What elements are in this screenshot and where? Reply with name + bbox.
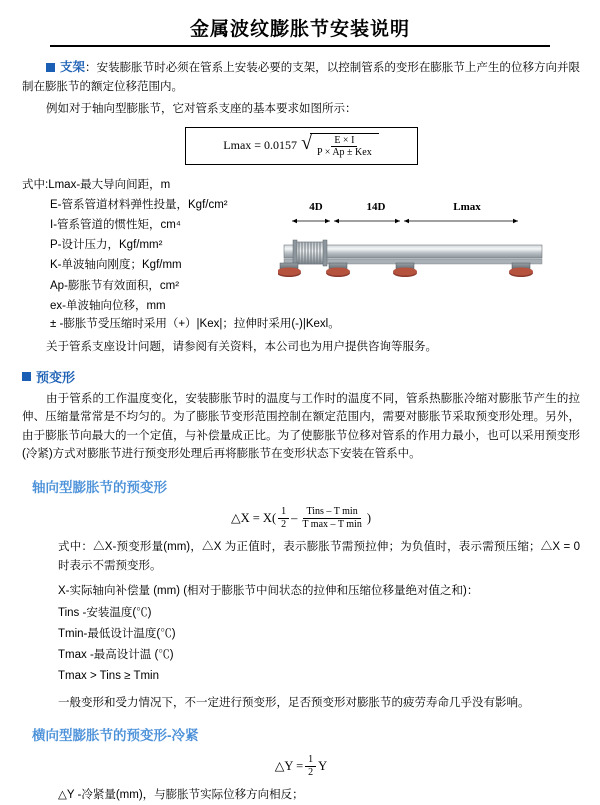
diagram-label-14d: 14D [366, 200, 386, 213]
legend-item: E-管系管道材料弹性投量，Kgf/cm² [50, 199, 228, 211]
piping-diagram [278, 201, 580, 298]
formula-legend-last [22, 314, 580, 334]
formula-lmax-numerator: E × I [331, 135, 357, 148]
axial-predeform-explain: 式中：△X-预变形量(mm)，△X 为正值时，表示膨胀节需预拉伸；为负值时，表示需预压缩；△X = 0时表示不需预变形。 [58, 541, 580, 572]
axial-item: Tmax -最高设计温 (℃) [58, 649, 174, 662]
axial-formula-frac-den: T max – T min [302, 518, 362, 530]
axial-formula-lhs: △X = X( [230, 511, 277, 525]
pipe-system-svg [278, 215, 550, 293]
formula-lmax [185, 127, 418, 165]
lateral-formula-lhs: △Y = [274, 759, 304, 774]
axial-formula-coefficient [278, 506, 289, 530]
axial-formula-temp-fraction [299, 506, 364, 530]
axial-predeform-items [22, 581, 580, 687]
section-bracket-paragraph1: 安装膨胀节时必须在管系上安装必要的支架，以控制管系的变形在膨胀节上产生的位移方向并限制在膨胀节的额定位移范围内。 [22, 62, 580, 93]
formula-lmax-fraction [314, 135, 375, 159]
axial-formula-minus: – [291, 510, 298, 525]
formula-lmax-sqrt [301, 133, 379, 159]
legend-item: P-设计压力，Kgf/mm² [50, 239, 163, 252]
legend-item: Ap-膨胀节有效面积，cm² [50, 279, 180, 292]
diagram-label-lmax: Lmax [453, 200, 481, 213]
axial-predeform-note: 一般变形和受力情况下，不一定进行预变形，足否预变形对膨胀节的疲劳寿命几乎没有影响。 [58, 696, 530, 709]
diagram-graphic [278, 215, 580, 298]
dimension-lines [292, 219, 518, 223]
blue-square-icon [46, 63, 55, 72]
lateral-predeform-explain: △Y -冷紧量(mm)，与膨胀节实际位移方向相反； [58, 789, 304, 802]
formula-legend [22, 175, 272, 316]
lateral-formula-den: 2 [308, 766, 314, 778]
document-page [0, 14, 600, 802]
lateral-formula-fraction [305, 754, 316, 778]
axial-item: Tins -安装温度(℃) [58, 606, 152, 619]
axial-formula-frac-num: Tins – T min [303, 506, 360, 519]
legend-figure-row [22, 171, 580, 316]
axial-item: X-实际轴向补偿量 (mm) (相对于膨胀节中间状态的拉伸和压缩位移量绝对值之和)： [58, 585, 479, 598]
axial-formula-rhs: ) [366, 510, 371, 525]
pipe-supports [278, 263, 533, 277]
page-title: 金属波纹膨胀节安装说明 [189, 19, 410, 40]
document-body [0, 57, 600, 805]
lateral-predeform-heading: 横向型膨胀节的预变形-冷紧 [32, 728, 199, 744]
legend-item: ± -膨胀节受压缩时采用（+）|Kex|；拉伸时采用(-)|Kexl。 [50, 317, 340, 330]
lateral-predeform-formula [22, 754, 580, 778]
axial-formula-coef-num: 1 [278, 506, 289, 519]
blue-square-icon [22, 372, 31, 381]
section-predeform-label: 预变形 [36, 369, 76, 385]
section-predeform-paragraph: 由于管系的工作温度变化，安装膨胀节时的温度与工作时的温度不同，管系热膨胀冷缩对膨胀节产生的拉伸、压缩量常常是不均匀的。为了膨胀节变形范围控制在额定范围内，需要对膨胀节采取预变形处理。另外，由于膨胀节向最大的一个定值，与补偿量成正比。为了使膨胀节位移对管系的作用力最小，也可以采用预变形(冷紧)方式对膨胀节进行预变形处理后再将膨胀节在变形状态下安装在管系中。 [22, 392, 580, 461]
axial-formula-coef-den: 2 [281, 518, 287, 530]
diagram-dimension-labels [278, 201, 580, 213]
lateral-formula-num: 1 [305, 754, 316, 767]
axial-item: Tmax > Tins ≥ Tmin [58, 670, 159, 683]
legend-item: I-管系管道的惯性矩，cm⁴ [50, 219, 181, 232]
title-divider [50, 45, 550, 47]
formula-lmax-lhs: Lmax = 0.0157 [223, 138, 298, 153]
section-bracket-paragraph2: 例如对于轴向型膨胀节，它对管系支座的基本要求如图所示： [46, 103, 357, 116]
consult-note: 关于管系支座设计问题，请参阅有关资料，本公司也为用户提供咨询等服务。 [46, 340, 437, 353]
section-bracket: 支架：安装膨胀节时必须在管系上安装必要的支架，以控制管系的变形在膨胀节上产生的位移方向并限制在膨胀节的额定位移范围内。 [22, 60, 580, 93]
expansion-joint [293, 240, 327, 266]
axial-predeform-formula [22, 506, 580, 530]
axial-item: Tmin-最低设计温度(℃) [58, 627, 176, 640]
legend-item: 式中:Lmax-最大导向间距，m [22, 178, 171, 191]
legend-item: ex-单波轴向位移，mm [50, 299, 166, 312]
radical-icon: √ [301, 131, 313, 154]
section-predeform-heading [22, 367, 580, 386]
lateral-formula-rhs: Y [318, 758, 328, 773]
axial-predeform-heading: 轴向型膨胀节的预变形 [32, 480, 167, 495]
formula-lmax-denominator: P × Ap ± Kex [317, 147, 372, 159]
section-bracket-label: 支架 [60, 60, 86, 74]
diagram-label-4d: 4D [309, 200, 323, 213]
legend-item: K-单波轴向刚度；Kgf/mm [50, 259, 182, 272]
